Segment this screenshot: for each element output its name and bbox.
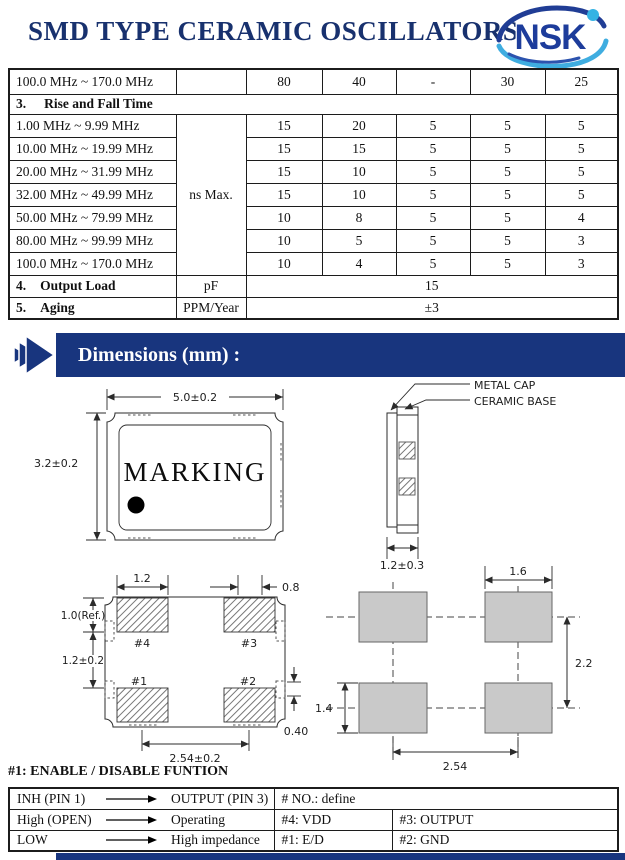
dim-label-vertical-pitch: 2.2 — [575, 657, 593, 670]
metal-cap-side — [387, 413, 397, 527]
spec-value-cell: 10 — [246, 206, 322, 229]
spec-value-cell: 5 — [545, 183, 618, 206]
output-load-row — [9, 275, 618, 297]
state-cell — [9, 809, 274, 830]
table-row — [9, 252, 618, 275]
result-label: High impedance — [171, 832, 260, 848]
table-row — [9, 206, 618, 229]
state-cell — [9, 830, 274, 851]
page-title: SMD TYPE CERAMIC OSCILLATORS — [28, 16, 519, 46]
spec-value-cell: 3 — [545, 229, 618, 252]
dim-label-width: 5.0±0.2 — [172, 391, 218, 404]
pad-1 — [117, 688, 168, 722]
spec-value-cell: 4 — [322, 252, 396, 275]
item-number: 4. — [16, 278, 27, 293]
spec-value-cell: 5 — [470, 252, 545, 275]
item-number: 5. — [16, 299, 27, 315]
land-pattern-drawing — [310, 562, 625, 774]
table-row — [9, 137, 618, 160]
spec-value-cell: 5 — [470, 206, 545, 229]
state-cell — [9, 788, 274, 809]
spec-value-cell: 5 — [470, 229, 545, 252]
pad-3 — [224, 598, 275, 632]
pad-4 — [117, 598, 168, 632]
spec-value-cell: 15 — [246, 114, 322, 137]
height-dimension — [34, 413, 106, 540]
marking-text: MARKING — [123, 457, 267, 487]
enable-function-heading: #1: ENABLE / DISABLE FUNTION — [8, 764, 229, 779]
pin-cell: #3: OUTPUT — [392, 809, 618, 830]
spec-value-cell: 5 — [545, 160, 618, 183]
side-view-drawing — [358, 376, 625, 572]
dim-label-corner: 0.40 — [283, 725, 309, 738]
result-label: Operating — [171, 811, 225, 827]
leader-ceramic-base — [405, 395, 556, 409]
pin3-label: #3 — [240, 637, 258, 650]
spec-value-cell: 15 — [246, 160, 322, 183]
result-label: OUTPUT (PIN 3) — [171, 790, 269, 806]
spec-value-cell: 10 — [246, 252, 322, 275]
corner-dimension — [284, 667, 309, 738]
pad-width-dimension — [117, 572, 168, 595]
land-pad — [485, 683, 552, 733]
gap-dimension — [62, 632, 104, 688]
freq-range-cell: 10.00 MHz ~ 19.99 MHz — [9, 137, 176, 160]
spec-value-cell: 15 — [246, 183, 322, 206]
spec-value-cell: 5 — [396, 206, 470, 229]
freq-range-cell: 80.00 MHz ~ 99.99 MHz — [9, 229, 176, 252]
spec-value-cell: 10 — [246, 229, 322, 252]
unit-cell: PPM/Year — [176, 297, 246, 319]
vertical-pitch-dimension — [567, 617, 593, 708]
spec-value-cell: 5 — [470, 114, 545, 137]
spec-value-cell: 15 — [246, 275, 618, 297]
pad-width-dimension — [485, 565, 552, 589]
unit-merged-cell: ns Max. — [176, 114, 246, 275]
spec-value-cell: 3 — [545, 252, 618, 275]
land-pad — [359, 683, 427, 733]
pitch-dimension — [142, 730, 249, 765]
dim-label-ref: 1.0(Ref.) — [60, 610, 106, 622]
table-row — [9, 69, 618, 94]
dim-label-notch: 0.8 — [282, 581, 300, 594]
spec-value-cell: ±3 — [246, 297, 618, 319]
spec-value-cell: 15 — [322, 137, 396, 160]
side-pad-hatch — [399, 442, 415, 459]
table-row — [9, 183, 618, 206]
state-label: High (OPEN) — [17, 811, 92, 827]
top-view-drawing — [20, 385, 350, 565]
bottom-view-drawing — [45, 563, 325, 776]
pad-2 — [224, 688, 275, 722]
pin-cell: #1: E/D — [274, 830, 392, 851]
pin1-index-dot — [128, 497, 145, 514]
spec-value-cell: 10 — [322, 183, 396, 206]
pin-cell: #4: VDD — [274, 809, 392, 830]
dim-label-pitch: 2.54±0.2 — [169, 752, 221, 765]
spec-value-cell: 5 — [396, 183, 470, 206]
unit-cell: pF — [176, 275, 246, 297]
ceramic-base-side — [397, 407, 418, 533]
spec-value-cell: 80 — [246, 69, 322, 94]
spec-value-cell: 5 — [545, 137, 618, 160]
dim-label-pad-width: 1.2 — [133, 572, 151, 585]
dim-label-gap: 1.2±0.2 — [61, 655, 105, 667]
notch-dimension — [210, 575, 300, 595]
dim-label-height: 3.2±0.2 — [34, 457, 79, 470]
unit-cell — [176, 69, 246, 94]
spec-value-cell: 5 — [545, 114, 618, 137]
spec-value-cell: 5 — [322, 229, 396, 252]
enable-function-table — [8, 787, 619, 852]
spec-value-cell: 5 — [470, 137, 545, 160]
spec-value-cell: 30 — [470, 69, 545, 94]
spec-value-cell: 40 — [322, 69, 396, 94]
freq-range-cell: 100.0 MHz ~ 170.0 MHz — [9, 252, 176, 275]
item-name: Aging — [40, 299, 75, 315]
spec-value-cell: 25 — [545, 69, 618, 94]
state-label: LOW — [17, 832, 48, 848]
table-row — [9, 788, 618, 809]
pin1-label: #1 — [130, 675, 148, 688]
spec-value-cell: 5 — [396, 137, 470, 160]
spec-value-cell: 5 — [396, 252, 470, 275]
spec-value-cell: 5 — [396, 160, 470, 183]
freq-range-cell: 32.00 MHz ~ 49.99 MHz — [9, 183, 176, 206]
pin4-label: #4 — [133, 637, 151, 650]
ceramic-base-label: CERAMIC BASE — [474, 395, 557, 408]
right-arrow-icon — [105, 815, 157, 825]
spec-table — [8, 68, 619, 320]
width-dimension — [107, 388, 283, 410]
dim-label-thickness: 1.2±0.3 — [379, 559, 425, 572]
banner-arrow-icon — [12, 335, 56, 375]
footer-bar — [56, 853, 625, 860]
right-arrow-icon — [105, 794, 157, 804]
table-row — [9, 809, 618, 830]
table-row — [9, 114, 618, 137]
aging-row — [9, 297, 618, 319]
spec-value-cell: 4 — [545, 206, 618, 229]
table-row — [9, 229, 618, 252]
section-header-cell — [9, 94, 618, 114]
dim-label-horizontal-pitch: 2.54 — [442, 760, 468, 773]
spec-item-cell — [9, 275, 176, 297]
land-pad — [359, 592, 427, 642]
side-pad-hatch — [399, 478, 415, 495]
spec-value-cell: 5 — [396, 114, 470, 137]
ref-dimension — [61, 598, 105, 632]
section-number: 3. — [16, 96, 27, 111]
pin2-label: #2 — [239, 675, 257, 688]
item-name: Output Load — [40, 278, 116, 293]
spec-item-cell — [9, 297, 176, 319]
nsk-logo — [489, 4, 621, 68]
table-row — [9, 830, 618, 851]
dim-label-pad-height: 1.4 — [315, 702, 333, 715]
table-row — [9, 160, 618, 183]
spec-value-cell: 5 — [396, 229, 470, 252]
state-label: INH (PIN 1) — [17, 790, 86, 806]
spec-value-cell: 5 — [470, 183, 545, 206]
pin-cell: #2: GND — [392, 830, 618, 851]
spec-value-cell: 10 — [322, 160, 396, 183]
spec-value-cell: 20 — [322, 114, 396, 137]
freq-range-cell: 20.00 MHz ~ 31.99 MHz — [9, 160, 176, 183]
section-header-row — [9, 94, 618, 114]
logo-dot — [587, 9, 599, 21]
freq-range-cell: 100.0 MHz ~ 170.0 MHz — [9, 69, 176, 94]
land-pad — [485, 592, 552, 642]
pin-define-cell: # NO.: define — [274, 788, 618, 809]
spec-value-cell: - — [396, 69, 470, 94]
horizontal-pitch-dimension — [393, 737, 518, 773]
spec-value-cell: 5 — [470, 160, 545, 183]
section-title: Rise and Fall Time — [44, 96, 153, 111]
spec-value-cell: 8 — [322, 206, 396, 229]
spec-value-cell: 15 — [246, 137, 322, 160]
freq-range-cell: 1.00 MHz ~ 9.99 MHz — [9, 114, 176, 137]
right-arrow-icon — [105, 835, 157, 845]
freq-range-cell: 50.00 MHz ~ 79.99 MHz — [9, 206, 176, 229]
dim-label-pad-width: 1.6 — [509, 565, 527, 578]
dimensions-banner: Dimensions (mm) : — [56, 333, 625, 377]
logo-text: NSK — [514, 18, 586, 57]
metal-cap-label: METAL CAP — [474, 379, 536, 392]
